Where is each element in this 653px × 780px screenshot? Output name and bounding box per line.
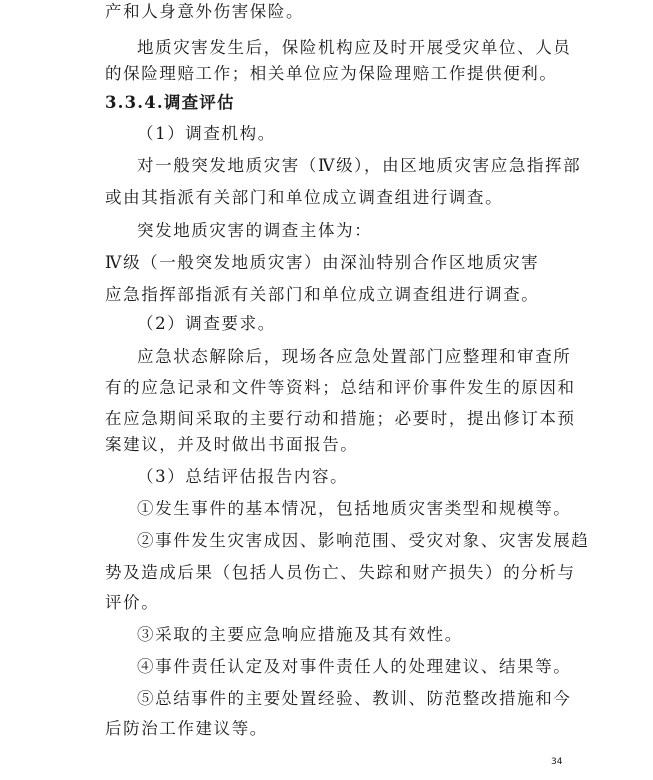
- body-line: 后防治工作建议等。: [105, 719, 268, 738]
- body-line: 评价。: [105, 593, 160, 612]
- body-line: ④事件责任认定及对事件责任人的处理建议、结果等。: [137, 657, 572, 676]
- section-heading: 3.3.4.调查评估: [105, 93, 235, 112]
- page-number: 34: [551, 757, 563, 767]
- body-line: ⑤总结事件的主要处置经验、教训、防范整改措施和今: [137, 689, 572, 708]
- body-line: 或由其指派有关部门和单位成立调查组进行调查。: [105, 188, 504, 207]
- body-line: 势及造成后果（包括人员伤亡、失踪和财产损失）的分析与: [105, 563, 576, 582]
- body-line: 在应急期间采取的主要行动和措施；必要时，提出修订本预: [105, 409, 576, 428]
- body-line: ②事件发生灾害成因、影响范围、受灾对象、灾害发展趋: [137, 531, 590, 550]
- body-line: 地质灾害发生后，保险机构应及时开展受灾单位、人员: [137, 38, 572, 57]
- body-line: （2）调查要求。: [137, 314, 276, 333]
- body-line: 突发地质灾害的调查主体为：: [137, 221, 373, 240]
- body-line: （3）总结评估报告内容。: [137, 467, 349, 486]
- body-line: 对一般突发地质灾害（Ⅳ级），由区地质灾害应急指挥部: [137, 156, 582, 175]
- body-line: 的保险理赔工作；相关单位应为保险理赔工作提供便利。: [105, 64, 558, 83]
- body-line: 产和人身意外伤害保险。: [105, 2, 305, 21]
- body-line: 应急状态解除后，现场各应急处置部门应整理和审查所: [137, 347, 572, 366]
- body-line: ①发生事件的基本情况，包括地质灾害类型和规模等。: [137, 499, 572, 518]
- body-line: （1）调查机构。: [137, 124, 276, 143]
- body-line: Ⅳ级（一般突发地质灾害）由深汕特别合作区地质灾害: [105, 253, 540, 272]
- body-line: 有的应急记录和文件等资料；总结和评价事件发生的原因和: [105, 378, 576, 397]
- body-line: 案建议，并及时做出书面报告。: [105, 435, 359, 454]
- body-line: 应急指挥部指派有关部门和单位成立调查组进行调查。: [105, 285, 540, 304]
- body-line: ③采取的主要应急响应措施及其有效性。: [137, 625, 463, 644]
